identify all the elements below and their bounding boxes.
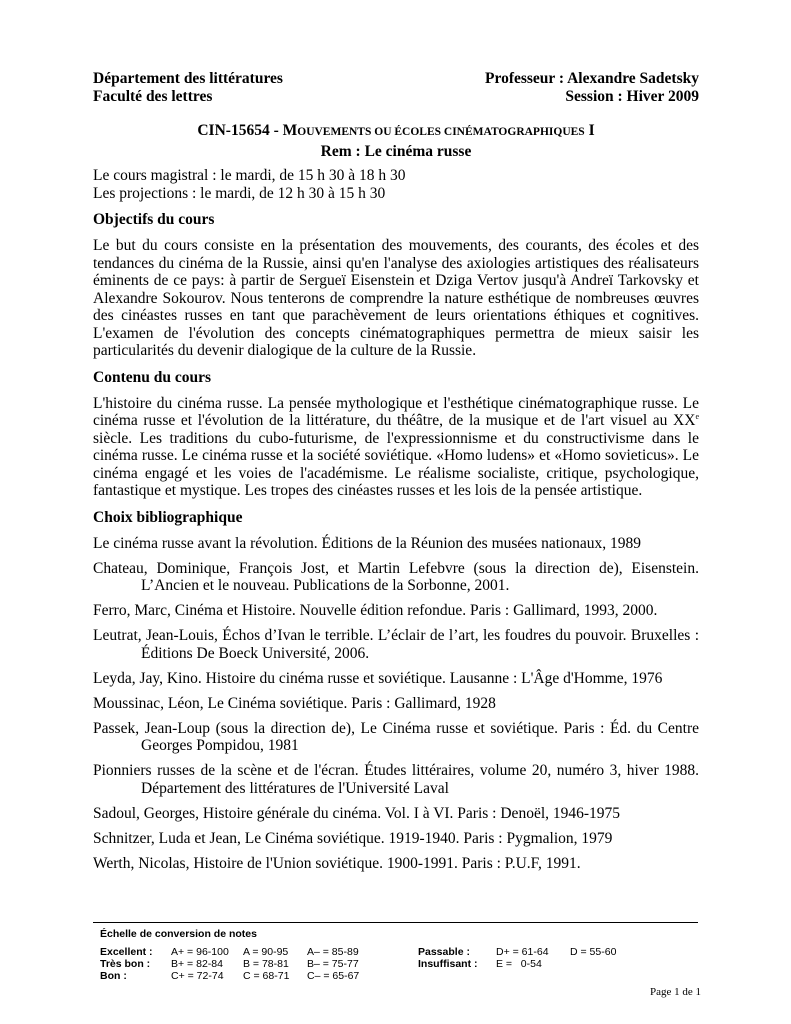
grade-value xyxy=(570,970,616,982)
page-number: Page 1 de 1 xyxy=(649,986,701,998)
course-title-line xyxy=(93,121,699,142)
grading-row xyxy=(100,946,616,958)
grade-label: Insuffisant : xyxy=(418,958,478,970)
course-title xyxy=(93,121,699,161)
grade-value: C+ = 72-74 xyxy=(171,970,224,982)
department-name: Département des littératures xyxy=(93,70,283,87)
bibliography-item: Chateau, Dominique, François Jost, et Martin Lefebvre (sous la direction de), Eisenstein. L’Ancien et le nouveau. Publications de la Sorbonne, 2001. xyxy=(93,559,699,594)
objectives-heading: Objectifs du cours xyxy=(93,211,215,228)
grading-scale-title: Échelle de conversion de notes xyxy=(100,928,257,940)
bibliography-item: Passek, Jean-Loup (sous la direction de), Le Cinéma russe et soviétique. Paris : Éd. du Centre Georges Pompidou, 1981 xyxy=(93,719,699,754)
grade-value: C = 68-71 xyxy=(243,970,290,982)
bibliography-item: Ferro, Marc, Cinéma et Histoire. Nouvelle édition refondue. Paris : Gallimard, 1993, 2000. xyxy=(93,602,658,619)
grade-value: A+ = 96-100 xyxy=(171,946,229,958)
grade-value: A– = 85-89 xyxy=(307,946,359,958)
grading-row xyxy=(100,958,616,970)
document-body xyxy=(93,167,699,880)
grade-label: Très bon : xyxy=(100,958,151,970)
grade-value xyxy=(496,970,570,982)
bibliography-item: Leutrat, Jean-Louis, Échos d’Ivan le terrible. L’éclair de l’art, les foudres du pouvoir. Bruxelles : Éditions De Boeck Université, 2006. xyxy=(93,627,699,662)
grade-value: E = 0-54 xyxy=(496,958,542,970)
course-title-suffix: I xyxy=(584,122,595,139)
screening-schedule: Les projections : le mardi, de 12 h 30 à 15 h 30 xyxy=(93,184,386,202)
lecture-schedule: Le cours magistral : le mardi, de 15 h 30 à 18 h 30 xyxy=(93,167,406,184)
header-left xyxy=(93,70,283,106)
faculty-name: Faculté des lettres xyxy=(93,88,213,105)
course-subtitle: Rem : Le cinéma russe xyxy=(320,143,472,160)
grade-value xyxy=(570,958,616,970)
grade-label: Excellent : xyxy=(100,946,153,958)
grading-scale xyxy=(100,928,616,982)
content-heading: Contenu du cours xyxy=(93,368,211,386)
course-title-initial: M xyxy=(282,122,298,139)
grade-value: A = 90-95 xyxy=(243,946,289,958)
grade-value: D+ = 61-64 xyxy=(496,946,549,958)
footer-divider xyxy=(93,922,698,923)
course-code: CIN-15654 - xyxy=(197,122,283,139)
bibliography-item: Schnitzer, Luda et Jean, Le Cinéma soviétique. 1919-1940. Paris : Pygmalion, 1979 xyxy=(93,829,613,847)
bibliography-item: Werth, Nicolas, Histoire de l'Union soviétique. 1900-1991. Paris : P.U.F, 1991. xyxy=(93,854,581,872)
grade-value: D = 55-60 xyxy=(570,946,617,958)
grade-value: B = 78-81 xyxy=(243,958,289,970)
bibliography-item: Sadoul, Georges, Histoire générale du cinéma. Vol. I à VI. Paris : Denoël, 1946-1975 xyxy=(93,804,621,822)
grading-row xyxy=(100,970,616,982)
bibliography-item: Leyda, Jay, Kino. Histoire du cinéma russe et soviétique. Lausanne : L'Âge d'Homme, 1976 xyxy=(93,669,663,687)
content-text xyxy=(93,395,699,500)
objectives-text: Le but du cours consiste en la présentation des mouvements, des courants, des écoles et des tendances du cinéma de la Russie, ainsi qu'en l'analyse des axiologies artistiques des réalisateurs éminents de ce pays: à partir de Sergueï Eisenstein et Dziga Vertov jusqu'à Andreï Tarkovsky et Alexandre Sokourov. Nous tenterons de comprendre la nature esthétique de nombreuses œuvres des cinéastes russes en tant que parachèvement de leurs orientations éthiques et cognitives. L'examen de l'évolution des concepts cinématographiques permettra de mieux saisir les particularités du devenir dialogique de la culture de la Russie. xyxy=(93,237,699,359)
content-text-part2: siècle. Les traditions du cubo-futurisme, de l'expressionnisme et du constructivisme dans le cinéma russe. Le cinéma russe et la société soviétique. «Homo ludens» et «Homo sovieticus». Le cinéma engagé et les voies de l'académisme. Le réalisme socialiste, critique, psychologique, fantastique et mystique. Les tropes des cinéastes russes et les lois de la pensée artistique. xyxy=(93,429,699,499)
bibliography-item: Moussinac, Léon, Le Cinéma soviétique. Paris : Gallimard, 1928 xyxy=(93,694,496,712)
grade-label xyxy=(418,970,496,982)
century-superscript: e xyxy=(695,411,699,421)
grade-value: B– = 75-77 xyxy=(307,958,359,970)
grade-label: Bon : xyxy=(100,970,127,982)
grading-table xyxy=(100,946,616,982)
bibliography-heading: Choix bibliographique xyxy=(93,508,243,526)
header-right xyxy=(485,70,699,106)
bibliography-item: Le cinéma russe avant la révolution. Éditions de la Réunion des musées nationaux, 1989 xyxy=(93,534,641,552)
professor-name: Professeur : Alexandre Sadetsky xyxy=(485,70,699,87)
grade-value: C– = 65-67 xyxy=(307,970,360,982)
session-label: Session : Hiver 2009 xyxy=(565,88,699,105)
content-text-part1: L'histoire du cinéma russe. La pensée mythologique et l'esthétique cinématographique russe. Le cinéma russe et l'évolution de la littérature, du théâtre, de la musique et de l'art visuel au XX xyxy=(93,394,699,429)
grade-label: Passable : xyxy=(418,946,470,958)
grade-value: B+ = 82-84 xyxy=(171,958,223,970)
bibliography-item: Pionniers russes de la scène et de l'écran. Études littéraires, volume 20, numéro 3, hiver 1988. Département des littératures de l'Université Laval xyxy=(93,762,699,797)
course-title-smallcaps: OUVEMENTS OU ÉCOLES CINÉMATOGRAPHIQUES xyxy=(297,126,585,138)
bibliography-list xyxy=(93,535,699,873)
